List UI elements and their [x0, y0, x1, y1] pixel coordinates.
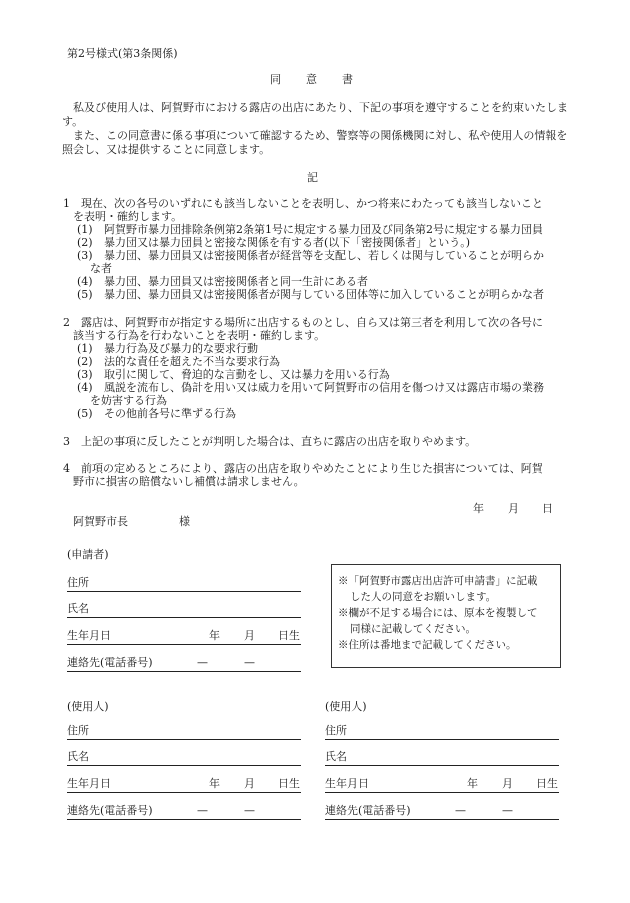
notice-1-text: 「阿賀野市露店出店許可申請書」に記載: [348, 575, 538, 587]
employee-left-name-label: 氏名: [67, 750, 89, 763]
section-4-line-2: 野市に損害の賠償ないし補償は請求しません。: [73, 475, 305, 488]
employee-left-contact-field[interactable]: [67, 802, 301, 820]
applicant-heading: (申請者): [67, 548, 109, 561]
notice-1-text-cont: した人の同意をお願いします。: [350, 591, 497, 603]
applicant-birth-year-label: 年: [209, 629, 220, 642]
employee-left-birthdate-label: 生年月日: [67, 777, 111, 790]
notice-3-text: 住所は番地まで記載してください。: [348, 639, 517, 651]
notice-2-text: 欄が不足する場合には、原本を複製して: [348, 607, 538, 619]
employee-right-contact-field[interactable]: [325, 802, 559, 820]
section-1-item-5-text: 暴力団、暴力団員又は密接関係者が関与している団体等に加入していることが明らかな者: [104, 288, 544, 301]
section-2-item-2-text: 法的な責任を超えた不当な要求行為: [104, 355, 280, 368]
section-1-item-4-text: 暴力団、暴力団員又は密接関係者と同一生計にある者: [104, 275, 368, 288]
section-1-item-3-text: 暴力団、暴力団員又は密接関係者が経営等を支配し、若しくは関与していることが明らか: [104, 249, 544, 262]
notice-2-text-cont: 同様に記載してください。: [350, 623, 476, 635]
applicant-contact-dash-2: —: [244, 656, 255, 669]
applicant-contact-label: 連絡先(電話番号): [67, 656, 153, 669]
section-2-item-5-number: (5): [77, 407, 93, 420]
employee-left-address-label: 住所: [67, 724, 89, 737]
employee-left-contact-dash-1: —: [197, 804, 208, 817]
section-4-number: 4: [63, 462, 70, 475]
section-2-item-1-number: (1): [77, 342, 93, 355]
notice-box: [331, 564, 561, 668]
employee-right-contact-label: 連絡先(電話番号): [325, 804, 411, 817]
date-month: 月: [508, 502, 519, 515]
section-2-item-1-text: 暴力行為及び暴力的な要求行動: [104, 342, 258, 355]
intro-paragraph-1: 私及び使用人は、阿賀野市における露店の出店にあたり、下記の事項を遵守することを約束いたします。: [62, 101, 568, 128]
employee-left-birth-day-label: 日生: [278, 777, 300, 790]
section-1-item-2-text: 暴力団又は暴力団員と密接な関係を有する者(以下「密接関係者」という。): [104, 236, 471, 249]
ki-heading: 記: [307, 171, 318, 184]
section-2-item-2-number: (2): [77, 355, 93, 368]
date-day: 日: [542, 502, 553, 515]
document-title: 同 意 書: [270, 73, 354, 86]
section-2-item-4-text: 風説を流布し、偽計を用い又は威力を用いて阿賀野市の信用を傷つけ又は露店市場の業務: [104, 381, 544, 394]
employee-right-birthdate-label: 生年月日: [325, 777, 369, 790]
honorific: 様: [179, 515, 190, 528]
section-1-item-3-text-cont: な者: [90, 262, 112, 275]
employee-left-birth-year-label: 年: [209, 777, 220, 790]
notice-3-mark: ※: [338, 639, 349, 651]
applicant-birth-month-label: 月: [244, 629, 255, 642]
employee-left-birthdate-field[interactable]: [67, 775, 301, 793]
section-2-line-2: 該当する行為を行わないことを表明・確約します。: [73, 329, 326, 342]
applicant-name-field[interactable]: [67, 600, 301, 618]
section-1-item-1-number: (1): [77, 223, 93, 236]
section-1-item-5-number: (5): [77, 288, 93, 301]
form-number: 第2号様式(第3条関係): [67, 47, 178, 60]
employee-left-address-field[interactable]: [67, 722, 301, 740]
section-3-line-1: 上記の事項に反したことが判明した場合は、直ちに露店の出店を取りやめます。: [81, 435, 477, 448]
employee-left-contact-label: 連絡先(電話番号): [67, 804, 153, 817]
date-year: 年: [473, 502, 484, 515]
applicant-name-label: 氏名: [67, 602, 89, 615]
section-2-item-5-text: その他前各号に準ずる行為: [104, 407, 236, 420]
employee-left-heading: (使用人): [67, 700, 109, 713]
section-2-item-3-number: (3): [77, 368, 93, 381]
employee-right-contact-dash-2: —: [502, 804, 513, 817]
employee-left-name-field[interactable]: [67, 748, 301, 766]
addressee: 阿賀野市長: [73, 515, 128, 528]
notice-1-mark: ※: [338, 575, 349, 587]
employee-right-birthdate-field[interactable]: [325, 775, 559, 793]
section-2-item-3-text: 取引に関して、脅迫的な言動をし、又は暴力を用いる行為: [104, 368, 390, 381]
notice-2-mark: ※: [338, 607, 349, 619]
section-3-number: 3: [63, 435, 70, 448]
employee-right-name-label: 氏名: [325, 750, 347, 763]
applicant-birthdate-field[interactable]: [67, 627, 301, 645]
section-1-line-1: 現在、次の各号のいずれにも該当しないことを表明し、かつ将来にわたっても該当しないこと: [81, 197, 543, 210]
applicant-birthdate-label: 生年月日: [67, 629, 111, 642]
section-2-item-4-number: (4): [77, 381, 93, 394]
section-2-item-4-text-cont: を妨害する行為: [90, 394, 167, 407]
section-1-item-4-number: (4): [77, 275, 93, 288]
section-1-item-1-text: 阿賀野市暴力団排除条例第2条第1号に規定する暴力団及び同条第2号に規定する暴力団員: [104, 223, 543, 236]
section-1-number: 1: [63, 197, 70, 210]
applicant-contact-field[interactable]: [67, 654, 301, 672]
employee-right-birth-day-label: 日生: [536, 777, 558, 790]
employee-left-contact-dash-2: —: [244, 804, 255, 817]
employee-right-birth-month-label: 月: [502, 777, 513, 790]
employee-right-address-field[interactable]: [325, 722, 559, 740]
employee-right-name-field[interactable]: [325, 748, 559, 766]
applicant-address-field[interactable]: [67, 574, 301, 592]
employee-right-contact-dash-1: —: [455, 804, 466, 817]
applicant-birth-day-label: 日生: [278, 629, 300, 642]
employee-right-address-label: 住所: [325, 724, 347, 737]
section-1-item-3-number: (3): [77, 249, 93, 262]
applicant-address-label: 住所: [67, 576, 89, 589]
section-2-number: 2: [63, 316, 70, 329]
section-2-line-1: 露店は、阿賀野市が指定する場所に出店するものとし、自ら又は第三者を利用して次の各号に: [81, 316, 543, 329]
employee-right-birth-year-label: 年: [467, 777, 478, 790]
section-1-item-2-number: (2): [77, 236, 93, 249]
employee-left-birth-month-label: 月: [244, 777, 255, 790]
intro-paragraph-2: また、この同意書に係る事項について確認するため、警察等の関係機関に対し、私や使用人の情報を照会し、又は提供することに同意します。: [62, 129, 568, 156]
applicant-contact-dash-1: —: [197, 656, 208, 669]
section-4-line-1: 前項の定めるところにより、露店の出店を取りやめたことにより生じた損害については、阿賀: [81, 462, 543, 475]
employee-right-heading: (使用人): [325, 700, 367, 713]
section-1-line-2: を表明・確約します。: [73, 210, 183, 223]
